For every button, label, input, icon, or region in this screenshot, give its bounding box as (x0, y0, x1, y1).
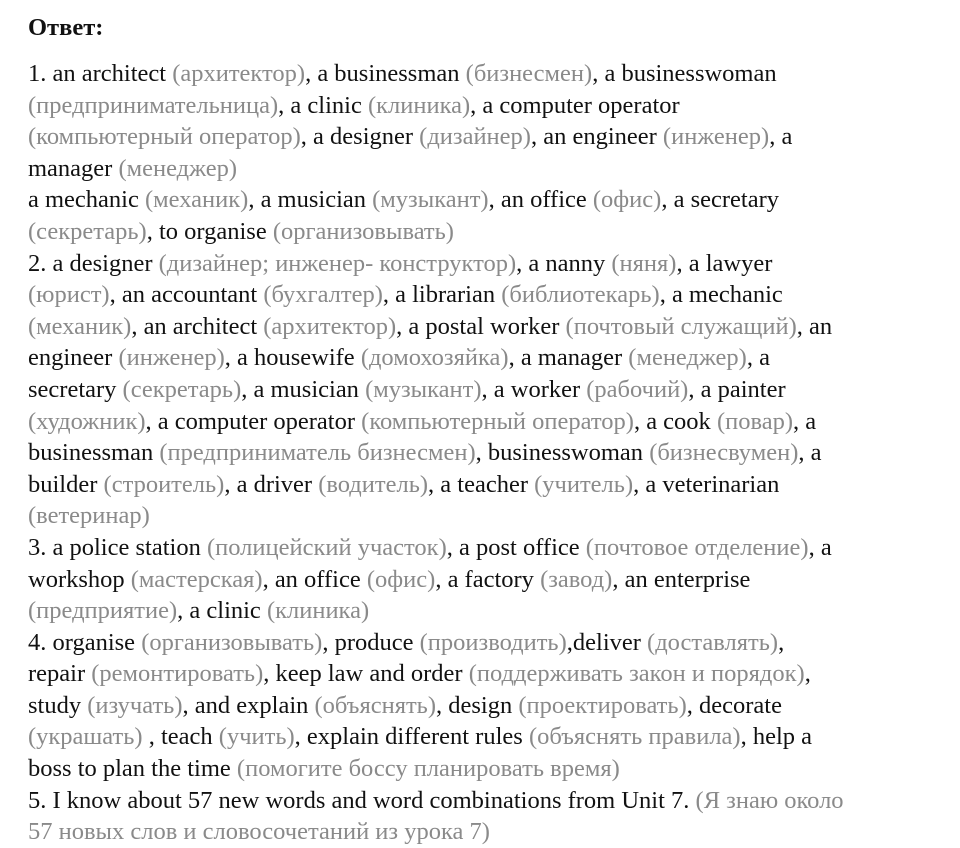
english-text: , a musician (248, 186, 373, 214)
english-text: , a computer operator (145, 407, 362, 435)
text-line (28, 721, 953, 753)
translation-text: (доставлять) (647, 628, 779, 656)
english-text: , a (808, 533, 832, 561)
english-text: , a librarian (382, 281, 502, 309)
english-text: a mechanic (28, 186, 145, 214)
translation-text: (мастерская) (130, 565, 263, 593)
english-text: 4. organise (28, 628, 142, 656)
text-line (28, 469, 953, 501)
translation-text: (организовывать) (272, 217, 454, 245)
translation-text: (помогите боссу планировать время) (236, 755, 620, 783)
english-text: , a teacher (428, 470, 535, 498)
translation-text: (механик) (145, 186, 249, 214)
text-line (28, 564, 953, 596)
text-line (28, 216, 953, 248)
english-text: , a nanny (516, 249, 612, 277)
translation-text: (водитель) (318, 470, 429, 498)
english-text: , (804, 660, 811, 688)
english-text: , an (796, 312, 833, 340)
english-text: manager (28, 154, 119, 182)
translation-text: (механик) (28, 312, 132, 340)
text-line (28, 595, 953, 627)
english-text: study (28, 691, 88, 719)
translation-text: (инженер) (118, 344, 225, 372)
translation-text: (полицейский участок) (206, 533, 447, 561)
english-text: 2. a designer (28, 249, 159, 277)
english-text: 3. a police station (28, 533, 207, 561)
translation-text: (юрист) (28, 281, 110, 309)
english-text: repair (28, 660, 92, 688)
english-text: , (778, 628, 785, 656)
translation-text: (предпринимательница) (28, 91, 279, 119)
english-text: , a businessman (305, 60, 466, 87)
english-text: , an accountant (109, 281, 264, 309)
text-line (28, 658, 953, 690)
english-text: ,deliver (566, 628, 648, 656)
translation-text: (бизнесвумен) (649, 439, 799, 467)
translation-text: (архитектор) (172, 60, 306, 87)
translation-text: (менеджер) (628, 344, 747, 372)
text-line (28, 153, 953, 185)
english-text: , a driver (224, 470, 319, 498)
text-line (28, 90, 953, 122)
text-line (28, 437, 953, 469)
translation-text: (производить) (419, 628, 567, 656)
english-text: , an enterprise (612, 565, 751, 593)
english-text: , a businesswoman (592, 60, 777, 87)
translation-text: (изучать) (87, 691, 183, 719)
translation-text: (библиотекарь) (501, 281, 660, 309)
translation-text: (секретарь) (28, 217, 147, 245)
english-text: , a designer (300, 123, 420, 151)
english-text: , a worker (481, 375, 587, 403)
english-text: , a clinic (177, 597, 267, 625)
english-text: , and explain (182, 691, 315, 719)
text-line (28, 500, 953, 532)
translation-text: (клиника) (367, 91, 471, 119)
translation-text: (ремонтировать) (91, 660, 264, 688)
translation-text: (повар) (716, 407, 793, 435)
english-text: , a veterinarian (633, 470, 780, 498)
english-text: boss to plan the time (28, 755, 237, 783)
translation-text: (офис) (592, 186, 662, 214)
translation-text: (поддерживать закон и порядок) (468, 660, 805, 688)
english-text: , an office (488, 186, 593, 214)
text-line (28, 311, 953, 343)
english-text: , produce (322, 628, 420, 656)
english-text: 1. an architect (28, 60, 173, 87)
translation-text: (почтовое отделение) (585, 533, 809, 561)
translation-text: (рабочий) (586, 375, 689, 403)
text-line (28, 785, 953, 817)
english-text: businessman (28, 439, 160, 467)
translation-text: (компьютерный оператор) (28, 123, 301, 151)
translation-text: (бухгалтер) (263, 281, 383, 309)
text-line (28, 816, 953, 848)
text-line (28, 627, 953, 659)
english-text: , to organise (146, 217, 273, 245)
translation-text: (учить) (218, 723, 295, 751)
english-text: , a post office (446, 533, 586, 561)
translation-text: (дизайнер) (419, 123, 531, 151)
english-text: , a mechanic (659, 281, 783, 309)
english-text: , a (793, 407, 817, 435)
translation-text: (предприятие) (28, 597, 178, 625)
translation-text: (художник) (28, 407, 146, 435)
english-text: 5. I know about 57 new words and word combinations from Unit 7. (28, 786, 696, 814)
translation-text: (офис) (366, 565, 436, 593)
translation-text: (организовывать) (141, 628, 323, 656)
text-line (28, 58, 953, 90)
english-text: , explain different rules (294, 723, 529, 751)
english-text: , a manager (508, 344, 629, 372)
translation-text: (объяснять) (314, 691, 437, 719)
english-text: , an architect (131, 312, 264, 340)
text-line (28, 406, 953, 438)
english-text: , businesswoman (475, 439, 650, 467)
translation-text: 57 новых слов и словосочетаний из урока 7) (28, 818, 490, 846)
english-text: , a factory (435, 565, 541, 593)
translation-text: (секретарь) (122, 375, 242, 403)
english-text: secretary (28, 375, 123, 403)
translation-text: (компьютерный оператор) (361, 407, 634, 435)
translation-text: (завод) (540, 565, 613, 593)
text-line (28, 753, 953, 785)
english-text: , teach (148, 723, 219, 751)
translation-text: (объяснять правила) (528, 723, 741, 751)
english-text: , a cook (633, 407, 717, 435)
translation-text: (предприниматель бизнесмен) (159, 439, 476, 467)
english-text: , design (436, 691, 519, 719)
translation-text: (Я знаю около (695, 786, 844, 814)
english-text: , help a (740, 723, 813, 751)
english-text: , a lawyer (676, 249, 773, 277)
english-text: engineer (28, 344, 119, 372)
english-text: , a painter (688, 375, 786, 403)
text-line (28, 121, 953, 153)
english-text: , a housewife (224, 344, 361, 372)
english-text: , keep law and order (263, 660, 469, 688)
translation-text: (музыкант) (365, 375, 482, 403)
translation-text: (няня) (611, 249, 677, 277)
english-text: , an engineer (530, 123, 663, 151)
translation-text: (менеджер) (118, 154, 238, 182)
translation-text: (учитель) (534, 470, 634, 498)
translation-text: (украшать) (28, 723, 149, 751)
text-line (28, 279, 953, 311)
english-text: , a (746, 344, 770, 372)
translation-text: (инженер) (662, 123, 770, 151)
text-line (28, 532, 953, 564)
english-text: , a musician (241, 375, 366, 403)
english-text: , a computer operator (470, 91, 680, 119)
answer-document (28, 12, 953, 848)
english-text: , an office (262, 565, 367, 593)
translation-text: (бизнесмен) (465, 60, 593, 87)
translation-text: (дизайнер; инженер- конструктор) (158, 249, 517, 277)
english-text: , decorate (686, 691, 782, 719)
english-text: , a (798, 439, 822, 467)
translation-text: (почтовый служащий) (565, 312, 797, 340)
answer-heading: Ответ: (28, 14, 104, 41)
translation-text: (музыкант) (372, 186, 489, 214)
translation-text: (строитель) (103, 470, 225, 498)
text-line (28, 248, 953, 280)
text-line (28, 184, 953, 216)
translation-text: (архитектор) (263, 312, 397, 340)
english-text: , a secretary (661, 186, 779, 214)
english-text: , a (769, 123, 793, 151)
text-line (28, 690, 953, 722)
english-text: , a postal worker (396, 312, 566, 340)
translation-text: (клиника) (266, 597, 370, 625)
answer-body (28, 58, 953, 848)
text-line (28, 374, 953, 406)
text-line (28, 342, 953, 374)
translation-text: (ветеринар) (28, 502, 150, 530)
english-text: , a clinic (278, 91, 368, 119)
translation-text: (проектировать) (518, 691, 687, 719)
translation-text: (домохозяйка) (360, 344, 509, 372)
english-text: builder (28, 470, 104, 498)
english-text: workshop (28, 565, 131, 593)
